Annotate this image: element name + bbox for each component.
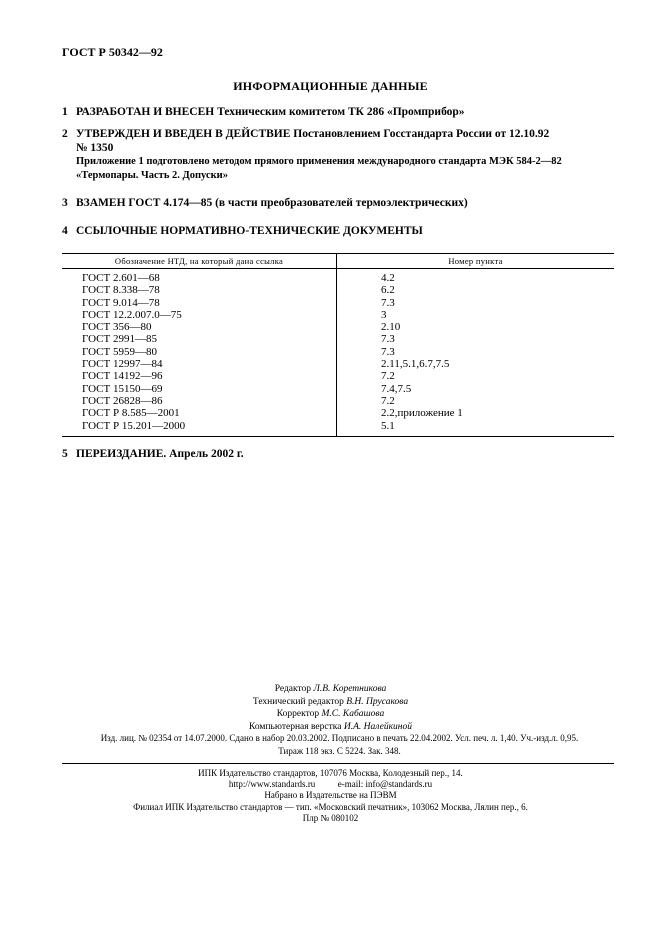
clause-number: 7.2 (381, 394, 395, 407)
section-number: 4 (62, 225, 68, 237)
document-designation: ГОСТ Р 8.585—2001 (82, 407, 180, 420)
section-text: ПЕРЕИЗДАНИЕ. Апрель 2002 г. (76, 448, 244, 460)
clause-number: 5.1 (381, 419, 395, 432)
section-2 (62, 127, 612, 183)
credit-proofreader (0, 708, 661, 721)
clause-number: 2.11,5.1,6.7,7.5 (381, 358, 450, 371)
publisher-info (0, 768, 661, 824)
document-designation: ГОСТ 356—80 (82, 321, 152, 334)
section-number: 2 (62, 128, 68, 140)
credit-name: И.А. Налейкиной (343, 721, 412, 732)
publication-line: Тираж 118 экз. С 5224. Зак. 348. (278, 745, 401, 756)
publisher-line: Плр № 080102 (302, 812, 359, 823)
document-id: ГОСТ Р 50342—92 (62, 45, 163, 59)
section-number: 5 (62, 448, 68, 460)
column-header-clause: Номер пункта (337, 254, 615, 269)
credit-role: Корректор (276, 709, 320, 719)
credits-block (0, 683, 661, 733)
document-designation: ГОСТ 8.338—78 (82, 284, 160, 297)
document-list (62, 269, 337, 437)
section-number: 1 (62, 106, 68, 118)
section-text: ВЗАМЕН ГОСТ 4.174—85 (в части преобразователей термоэлектрических) (76, 197, 468, 209)
credit-role: Компьютерная верстка (249, 721, 342, 732)
document-designation: ГОСТ 2.601—68 (82, 272, 160, 284)
credit-editor (0, 683, 661, 696)
section-text: ССЫЛОЧНЫЕ НОРМАТИВНО-ТЕХНИЧЕСКИЕ ДОКУМЕНТЫ (76, 225, 423, 237)
reference-documents-table (62, 253, 614, 437)
credit-name: Л.В. Коретникова (313, 684, 387, 694)
clause-number: 4.2 (381, 272, 395, 284)
section-text: УТВЕРЖДЕН И ВВЕДЕН В ДЕЙСТВИЕ Постановлением Госстандарта России от 12.10.92 (76, 128, 550, 140)
clause-number: 3 (381, 308, 387, 321)
publication-info (62, 732, 617, 757)
document-designation: ГОСТ 2991—85 (82, 333, 157, 346)
section-1 (62, 105, 612, 119)
clause-number: 7.4,7.5 (381, 382, 412, 395)
clause-number: 2.10 (381, 321, 401, 334)
document-designation: ГОСТ 12997—84 (82, 358, 163, 371)
publisher-line: Филиал ИПК Издательство стандартов — тип. «Московский печатник», 103062 Москва, Лялин пер., 6. (133, 801, 528, 812)
clause-number: 2.2,приложение 1 (381, 407, 463, 420)
section-note-continued: «Термопары. Часть 2. Допуски» (76, 170, 228, 181)
section-5 (62, 447, 612, 461)
clause-number: 7.2 (381, 370, 395, 383)
credit-tech-editor (0, 696, 661, 709)
document-designation: ГОСТ 15150—69 (82, 382, 163, 395)
column-header-document: Обозначение НТД, на который дана ссылка (62, 254, 337, 269)
document-designation: ГОСТ 9.014—78 (82, 296, 160, 309)
document-designation: ГОСТ 5959—80 (82, 345, 157, 358)
document-designation: ГОСТ 12.2.007.0—75 (82, 308, 182, 321)
section-text: РАЗРАБОТАН И ВНЕСЕН Техническим комитетом ТК 286 «Промприбор» (76, 106, 465, 118)
credit-role: Редактор (274, 684, 312, 694)
credit-name: М.С. Кабашова (321, 709, 385, 719)
document-designation: ГОСТ 26828—86 (82, 394, 163, 407)
publisher-contacts: http://www.standards.ru e-mail: info@standards.ru (228, 779, 433, 790)
section-3 (62, 196, 612, 210)
document-designation: ГОСТ Р 15.201—2000 (82, 419, 186, 432)
page-title: ИНФОРМАЦИОННЫЕ ДАННЫЕ (233, 79, 428, 93)
clause-number: 7.3 (381, 345, 395, 358)
table-row (62, 269, 614, 437)
clause-number: 6.2 (381, 284, 395, 297)
publication-line: Изд. лиц. № 02354 от 14.07.2000. Сдано в набор 20.03.2002. Подписано в печать 22.04.2002. Усл. печ. л. 1,40. Уч.-изд.л. 0,95. (100, 733, 579, 743)
section-4 (62, 224, 612, 238)
credit-role: Технический редактор (252, 696, 344, 707)
publisher-line: ИПК Издательство стандартов, 107076 Москва, Колодезный пер., 14. (198, 768, 463, 778)
publisher-line: Набрано в Издательстве на ПЭВМ (264, 790, 397, 801)
section-number: 3 (62, 197, 68, 209)
credit-name: В.Н. Прусакова (346, 696, 409, 707)
clause-number: 7.3 (381, 333, 395, 346)
divider (62, 763, 614, 764)
section-note: Приложение 1 подготовлено методом прямого применения международного стандарта МЭК 584-2—82 (76, 156, 562, 167)
document-designation: ГОСТ 14192—96 (82, 370, 163, 383)
section-text-continued: № 1350 (76, 142, 114, 154)
clause-list (337, 269, 615, 437)
clause-number: 7.3 (381, 296, 395, 309)
